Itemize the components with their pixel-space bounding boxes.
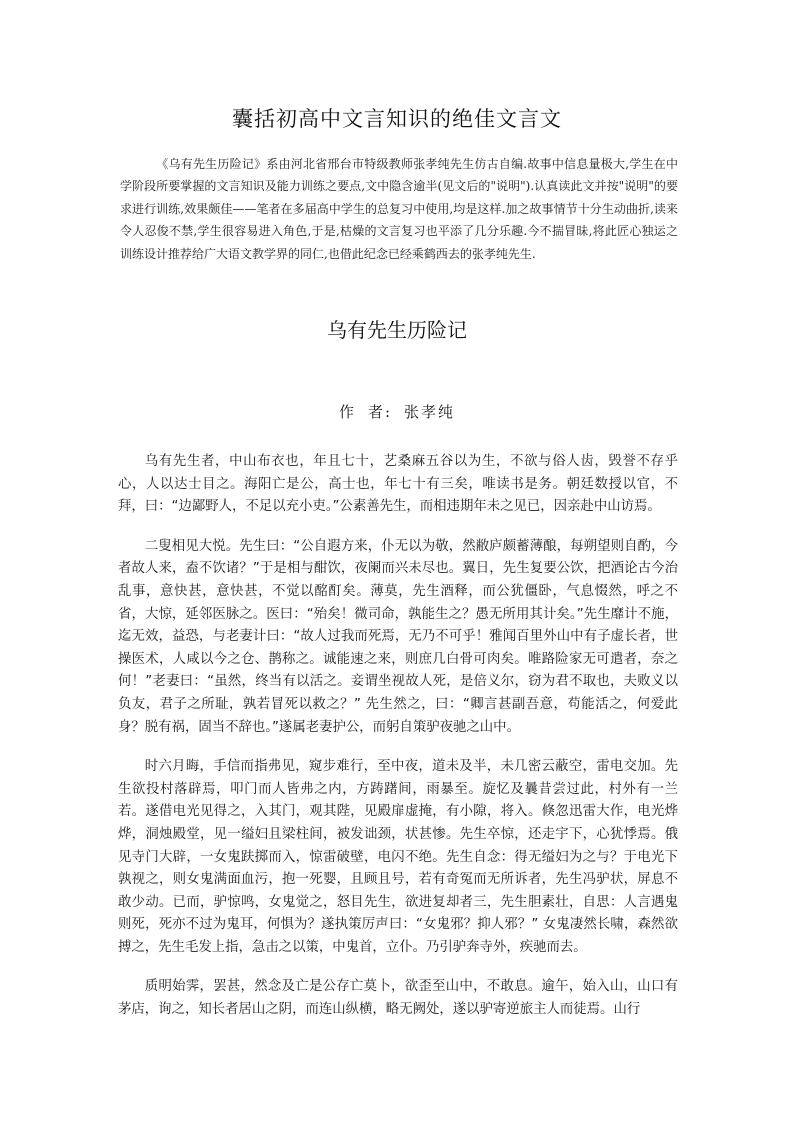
story-title: 乌有先生历险记 [327, 318, 467, 342]
story-paragraph-4: 质明始霁，罢甚，然念及亡是公存亡莫卜，欲歪至山中，不敢息。逾午，始入山，山口有茅店，询之，知长者居山之阴，而连山纵横，略无阙处，遂以驴寄逆旅主人而徒焉。山行 [118, 979, 678, 1018]
author-label-a: 作 [338, 403, 356, 421]
story-paragraph-2: 二叟相见大悦。先生曰：“公自遐方来，仆无以为敬，然敝庐颇蓄薄酿，每朔望则自酌，今者故人来，盍不饮诸？”于是相与酣饮，夜阑而兴未尽也。翼日，先生复要公饮，把酒论古今治乱事，意快甚，意快甚，不觉以酩酊矣。薄莫，先生酒释，而公犹僵卧，气息惙然，呼之不省，大惊，延邻医脉之。医曰：“殆矣！微司命，孰能生之？愚无所用其计矣。”先生靡计不施，迄无效，益恐，与老妻计曰：“故人过我而死焉，无乃不可乎！雅闻百里外山中有子虚长者，世操医术，人咸以今之仓、鹊称之。诚能速之来，则庶几白骨可肉矣。唯路险家无可遣者，奈之何！”老妻曰：“虽然，终当有以活之。妾谓坐视故人死，是倍义尔，窃为君不取也，夫败义以负友，君子之所耻，孰若冒死以救之？” 先生然之，曰：“卿言甚副吾意，苟能活之，何爱此身？脱有祸，固当不辞也。”遂属老妻护公，而躬自策驴夜驰之山中。 [118, 538, 678, 735]
author-line [0, 401, 794, 422]
intro-paragraph [120, 153, 678, 265]
story-body [118, 451, 678, 1039]
story-paragraph-3: 时六月晦，手信而指弗见，窥步难行，至中夜，道未及半，未几密云蔽空，雷电交加。先生欲投村落辟焉，叩门而人皆弗之内，方踌躇间，雨暴至。旋忆及曩昔尝过此，村外有一兰若。遂借电光见得之，入其门，观其陛，见殿扉虚掩，有小隙，将入。倏忽迅雷大作，电光烨烨，洞烛殿堂，见一缢妇且梁柱间，被发诎颈，状甚惨。先生卒惊，还走宇下，心犹悸焉。俄见寺门大辟，一女鬼趺掷而入，惊雷破壁，电闪不绝。先生自念：得无缢妇为之与？于电光下孰视之，则女鬼满面血污，抱一死婴，且顾且号，若有奇冤而无所诉者，先生冯驴状，屏息不敢少动。已而，驴惊鸣，女鬼觉之，怒目先生，欲进复却者三，先生胆素壮，自思：人言遇鬼则死，死亦不过为鬼耳，何惧为？遂执策厉声曰：“女鬼邪？抑人邪？” 女鬼凄然长啸，森然欲搏之，先生毛发上指，急击之以策，中鬼首，立仆。乃引驴奔寺外，疾驰而去。 [118, 759, 678, 955]
intro-text: 《乌有先生历险记》系由河北省邢台市特级教师张孝纯先生仿古自编.故事中信息量极大,学生在中学阶段所要掌握的文言知识及能力训练之要点,文中隐含逾半(见文后的"说明").认真读此文并按"说明"的要求进行训练,效果颇佳——笔者在多届高中学生的总复习中使用,均是这样.加之故事情节十分生动曲折,读来令人忍俊不禁,学生很容易进入角色,于是,枯燥的文言复习也平添了几分乐趣.今不揣冒昧,将此匠心独运之训练设计推荐给广大语文教学界的同仁,也借此纪念已经乘鹤西去的张孝纯先生. [120, 157, 678, 261]
author-label-b: 者: [367, 403, 393, 421]
document-title: 囊括初高中文言知识的绝佳文言文 [232, 107, 562, 131]
author-name: 张孝纯 [404, 403, 456, 421]
story-paragraph-1: 乌有先生者，中山布衣也，年且七十，艺桑麻五谷以为生，不欲与俗人齿，毁誉不存乎心，人以达士目之。海阳亡是公，高士也，年七十有三矣，唯读书是务。朝廷数授以官，不拜，曰：“边鄙野人，不足以充小吏。”公素善先生，而相违期年未之见已，因亲赴中山访焉。 [118, 454, 678, 515]
